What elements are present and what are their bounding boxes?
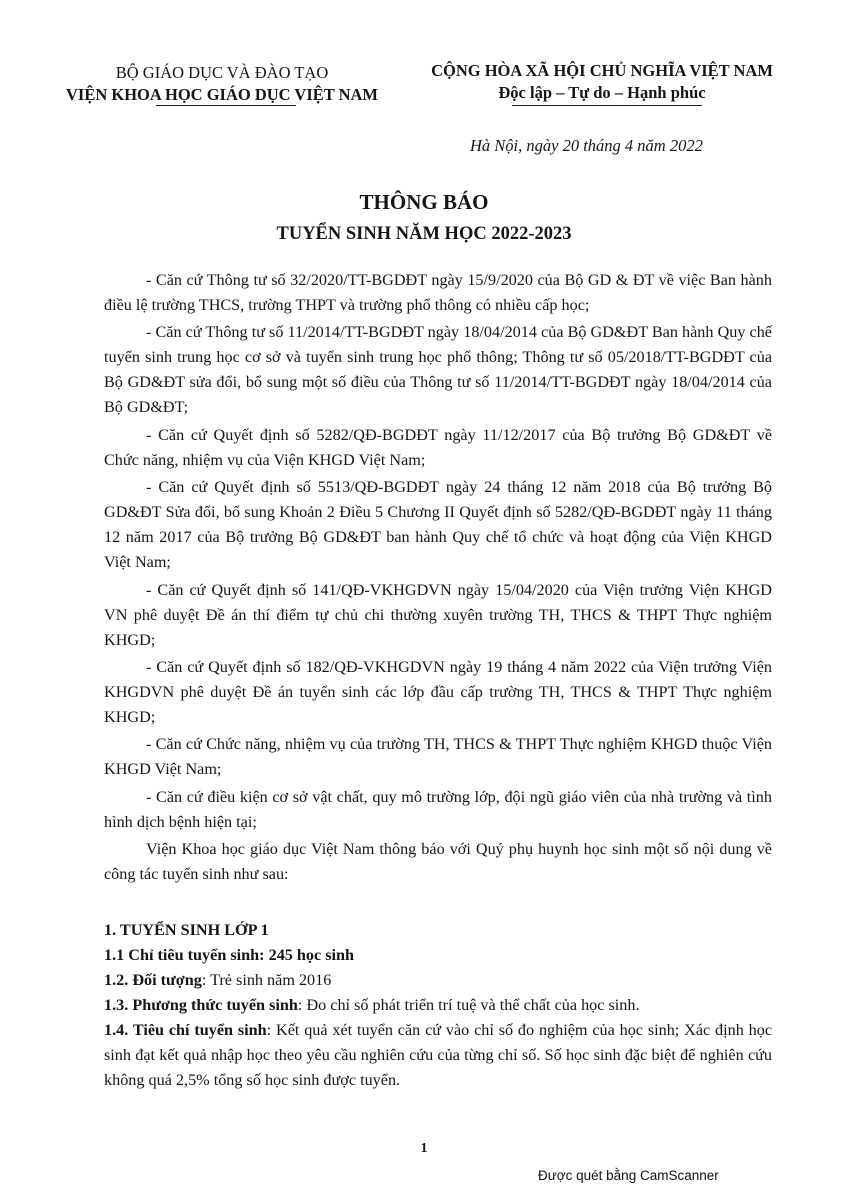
method-label: 1.3. Phương thức tuyển sinh <box>104 996 298 1014</box>
document-subtitle: TUYỂN SINH NĂM HỌC 2022-2023 <box>276 224 572 244</box>
motto: Độc lập – Tự do – Hạnh phúc <box>498 83 706 102</box>
target-text: : Trẻ sinh năm 2016 <box>201 971 332 989</box>
legal-basis-paragraph: - Căn cứ Quyết định số 5282/QĐ-BGDĐT ngày 11/12/2017 của Bộ trưởng Bộ GD&ĐT về Chức năng, nhiệm vụ của Viện KHGD Việt Nam; <box>104 425 772 469</box>
section-heading: 1. TUYỂN SINH LỚP 1 <box>104 921 269 939</box>
ministry-name: BỘ GIÁO DỤC VÀ ĐÀO TẠO <box>115 63 329 82</box>
page-number: 1 <box>420 1141 428 1156</box>
criteria-line <box>104 1018 772 1093</box>
institute-name: VIỆN KHOA HỌC GIÁO DỤC VIỆT NAM <box>65 85 378 104</box>
criteria-label: 1.4. Tiêu chí tuyển sinh <box>104 1021 267 1039</box>
issuing-authority <box>46 62 398 106</box>
national-motto <box>406 60 798 104</box>
left-header-underline <box>156 105 296 106</box>
document-date: Hà Nội, ngày 20 tháng 4 năm 2022 <box>470 136 703 155</box>
target-label: 1.2. Đối tượng <box>104 971 202 989</box>
country-name: CỘNG HÒA XÃ HỘI CHỦ NGHĨA VIỆT NAM <box>431 61 773 80</box>
quota-line: 1.1 Chỉ tiêu tuyển sinh: 245 học sinh <box>104 946 355 964</box>
legal-basis-paragraph: - Căn cứ Chức năng, nhiệm vụ của trường TH, THCS & THPT Thực nghiệm KHGD thuộc Viện KHGD Việt Nam; <box>104 735 772 779</box>
legal-basis-paragraph: - Căn cứ Thông tư số 32/2020/TT-BGDĐT ngày 15/9/2020 của Bộ GD & ĐT về việc Ban hành điều lệ trường THCS, trường THPT và trường phổ thông có nhiều cấp học; <box>104 271 772 314</box>
legal-basis-paragraph: - Căn cứ Thông tư số 11/2014/TT-BGDĐT ngày 18/04/2014 của Bộ GD&ĐT Ban hành Quy chế tuyển sinh trung học cơ sở và tuyển sinh trung học phổ thông; Thông tư số 05/2018/TT-BGDĐT của Bộ GD&ĐT sửa đổi, bổ sung một số điều của Thông tư số 11/2014/TT-BGDĐT ngày 18/04/2014 của Bộ GD&ĐT; <box>104 323 772 417</box>
document-title: THÔNG BÁO <box>359 190 489 214</box>
document-body <box>104 268 772 890</box>
legal-basis-paragraph: - Căn cứ Quyết định số 141/QĐ-VKHGDVN ngày 15/04/2020 của Viện trưởng Viện KHGD VN phê duyệt Đề án thí điểm tự chủ chi thường xuyên trường TH, THCS & THPT Thực nghiệm KHGD; <box>104 580 772 649</box>
method-text: : Đo chỉ số phát triển trí tuệ và thể chất của học sinh. <box>297 996 640 1014</box>
legal-basis-paragraph: - Căn cứ điều kiện cơ sở vật chất, quy mô trường lớp, đội ngũ giáo viên của nhà trường và tình hình dịch bệnh hiện tại; <box>104 787 772 831</box>
right-header-underline <box>512 105 702 106</box>
announcement-intro: Viện Khoa học giáo dục Việt Nam thông báo với Quý phụ huynh học sinh một số nội dung về công tác tuyển sinh như sau: <box>104 840 772 884</box>
scanner-watermark: Được quét bằng CamScanner <box>538 1168 719 1183</box>
section-grade-1 <box>104 918 772 1093</box>
legal-basis-paragraph: - Căn cứ Quyết định số 182/QĐ-VKHGDVN ngày 19 tháng 4 năm 2022 của Viện trưởng Viện KHGDVN phê duyệt Đề án tuyển sinh các lớp đầu cấp trường TH, THCS & THPT Thực nghiệm KHGD; <box>104 657 772 726</box>
method-line <box>104 993 772 1018</box>
legal-basis-paragraph: - Căn cứ Quyết định số 5513/QĐ-BGDĐT ngày 24 tháng 12 năm 2018 của Bộ trưởng Bộ GD&ĐT Sửa đổi, bổ sung Khoản 2 Điều 5 Chương II Quyết định số 5282/QĐ-BGDĐT ngày 11 tháng 12 năm 2017 của Bộ trưởng Bộ GD&ĐT ban hành Quy chế tổ chức và hoạt động của Viện KHGD Việt Nam; <box>104 478 772 572</box>
criteria-text: : Kết quả xét tuyển căn cứ vào chỉ số đo nghiệm của học sinh; Xác định học sinh đạt kết quả nhập học theo yêu cầu nghiên cứu của từng chỉ số. Số học sinh đặc biệt để nghiên cứu không quá 2,5% tổng số học sinh được tuyển. <box>104 1021 773 1089</box>
target-line <box>104 968 772 993</box>
